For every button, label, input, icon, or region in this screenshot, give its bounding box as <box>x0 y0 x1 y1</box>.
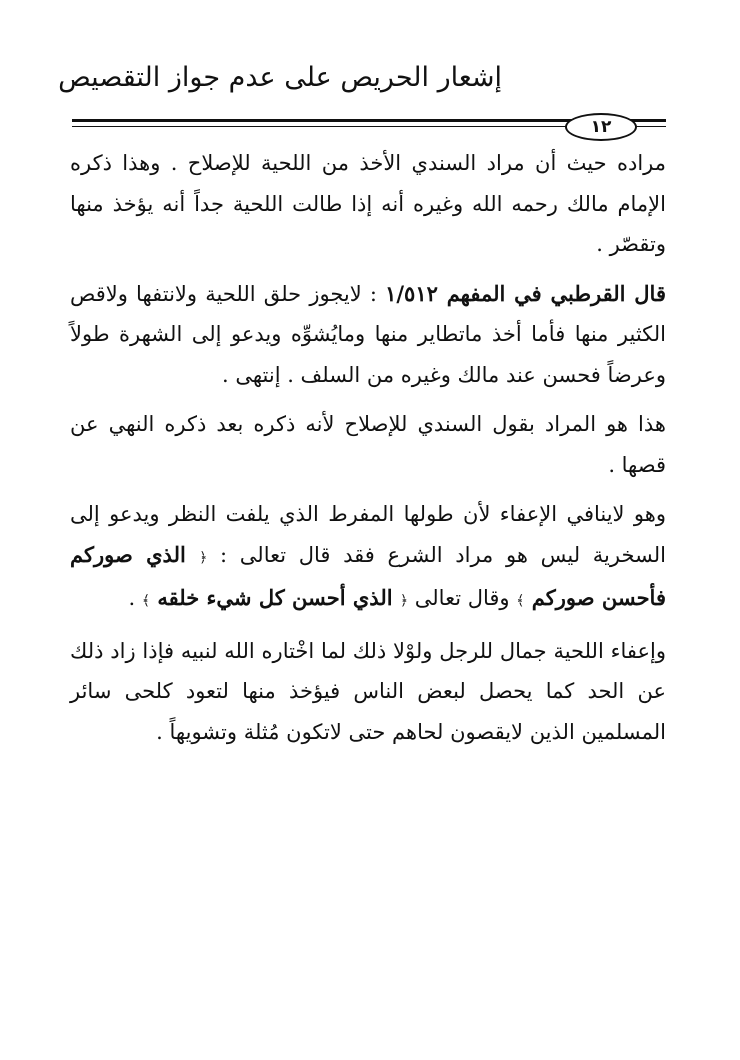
paragraph-2-text: : لايجوز حلق اللحية ولانتفها ولاقص الكثير منها فأما أخذ ماتطاير منها ومايُشوِّه ويدعو إلى الشهرة طولاً وعرضاً فحسن عند مالك وغيره من السلف . إنتهى . <box>70 281 666 387</box>
paragraph-4-text-c: . <box>128 586 142 610</box>
paragraph-1: مراده حيث أن مراد السندي الأخذ من اللحية للإصلاح . وهذا ذكره الإمام مالك رحمه الله وغيره أنه إذا طالت اللحية جداً أنه يؤخذ منها وتقصّر . <box>70 151 666 256</box>
citation-heading: قال القرطبي في المفهم ١/٥١٢ <box>385 280 666 306</box>
running-title: إشعار الحريص على عدم جواز التقصيص <box>58 62 502 93</box>
paragraph-5: وإعفاء اللحية جمال للرجل ولوْلا ذلك لما اخْتاره الله لنبيه فإذا زاد ذلك عن الحد كما يحصل لبعض الناس فيؤخذ منها لتعود كلحى سائر المسلمين الذين لايقصون لحاهم حتى لاتكون مُثلة وتشويهاً . <box>70 638 666 744</box>
quran-verse-2: الذي أحسن كل شيء خلقه <box>150 585 400 610</box>
paragraph-4-text-b: وقال تعالى <box>408 586 517 610</box>
quran-bracket-close-icon: ﴾ <box>516 593 525 609</box>
paragraph-3: هذا هو المراد بقول السندي للإصلاح لأنه ذكره بعد ذكره النهي عن قصها . <box>70 412 666 477</box>
paragraph-4 <box>70 494 666 622</box>
page-number-badge: ١٢ <box>565 113 637 141</box>
body-text <box>70 143 666 752</box>
quran-bracket-close-icon: ﴾ <box>141 593 151 609</box>
quran-verse-1: الذي صوركم فأحسن صوركم <box>70 541 666 610</box>
paragraph-4-text-a: وهو لاينافي الإعفاء لأن طولها المفرط الذي يلفت النظر ويدعو إلى السخرية ليس هو مراد الشرع فقد قال تعالى : <box>70 502 666 567</box>
quran-bracket-open-icon: ﴿ <box>199 549 208 566</box>
paragraph-2 <box>70 274 666 396</box>
quran-bracket-open-icon: ﴿ <box>399 593 409 609</box>
